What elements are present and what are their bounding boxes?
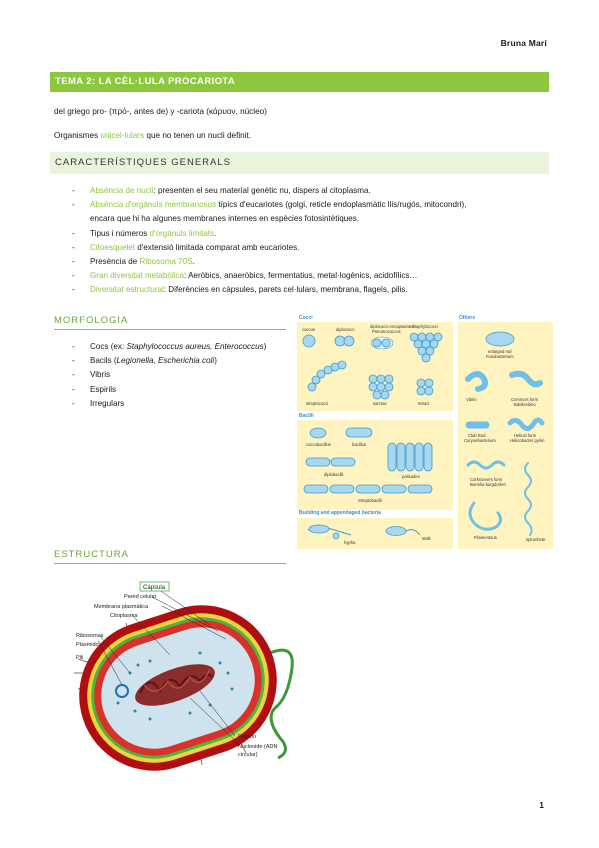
list-item — [72, 269, 542, 283]
item-name: Vibris — [90, 370, 111, 380]
label-plasmido: Plásmido — [76, 642, 99, 648]
list-item — [72, 354, 297, 368]
label-flagelo: Flagelo — [238, 734, 257, 740]
list-item — [72, 227, 542, 241]
item-highlight: Citoesquelet — [90, 242, 135, 252]
cocci-heading: Cocci — [299, 315, 313, 321]
label-enlarged-rod: enlarged rod — [488, 349, 512, 354]
label-corkscrew: Corkscrew's form — [470, 477, 503, 482]
hypha-cell — [309, 525, 329, 533]
label-membrana: Membrana plasmática — [94, 604, 149, 610]
morphology-list — [72, 340, 297, 411]
list-item — [72, 241, 542, 255]
list-item — [72, 397, 297, 411]
item-text: ) — [214, 356, 217, 366]
others-heading: Others — [459, 315, 476, 321]
characteristics-list — [72, 184, 542, 298]
item-highlight: d'orgànuls limitats — [149, 228, 215, 238]
author-name: Bruna Marí — [500, 38, 547, 48]
item-text: : Aeròbics, anaeròbics, fermentatius, metal·logènics, acidofílics… — [184, 271, 418, 281]
definition-highlight: unicel·lulars — [100, 131, 145, 140]
budding-panel — [297, 518, 453, 549]
list-item — [72, 340, 297, 354]
label-pneumococcus: Pneumococcus — [372, 329, 401, 334]
item-text: ( — [111, 356, 117, 366]
item-name: Cocs — [90, 342, 109, 351]
definition-text — [54, 130, 251, 141]
coccobacillus-shape — [310, 428, 326, 438]
item-text: d'extensió limitada comparat amb eucariotes. — [135, 242, 300, 252]
characteristics-heading: CARACTERÍSTIQUES GENERALS — [55, 157, 231, 168]
item-text: (ex: — [108, 342, 127, 351]
label-nucleoide-circular: circular) — [238, 752, 258, 758]
budding-heading: Budding and appendaged bacteria — [299, 510, 381, 516]
item-italic: Staphylococcus aureus, Enterococcus — [126, 342, 264, 351]
streptobacilli-chain — [304, 485, 432, 493]
label-ribosomas: Ribosomas — [76, 633, 104, 639]
label-palisades: palisades — [402, 474, 420, 479]
coccus-shape — [303, 335, 315, 347]
label-bdellovibrio: Bdellovibrio — [514, 402, 536, 407]
item-text: : Diferències en càpsules, parets cel·lulars, membrana, flagels, pilis. — [163, 285, 408, 295]
label-corynebacterium: Corynebacterium — [464, 438, 496, 443]
item-text: . — [214, 228, 217, 238]
list-item — [72, 383, 297, 397]
item-highlight: Ribosoma 70S — [139, 257, 193, 267]
label-commas-form: Comma's form — [511, 397, 539, 402]
label-coccus: coccus — [302, 327, 316, 332]
hypha-bud — [333, 533, 339, 539]
label-citoplasma: Citoplasma — [110, 613, 138, 619]
list-item — [72, 368, 297, 382]
label-staphylococci: Staphylococci — [412, 324, 438, 329]
item-text: Tipus i números — [90, 228, 150, 238]
label-club-rod: Club Rod — [468, 433, 486, 438]
page-number: 1 — [539, 800, 544, 810]
diplococcus-shape — [335, 336, 345, 346]
structure-rule — [54, 563, 286, 564]
label-helical-form: Helical form — [514, 433, 537, 438]
label-pared-celular: Pared celular — [124, 594, 157, 600]
prokaryotic-cell-diagram — [60, 573, 310, 773]
label-pili: Pili — [76, 655, 84, 661]
label-tetrad: tetrad — [418, 401, 429, 406]
label-sarcina: sarcina — [373, 401, 387, 406]
label-filamentous: Filamentous — [474, 535, 497, 540]
list-item — [72, 198, 542, 226]
label-diplococci-encapsulated: diplococci encapsulated — [370, 324, 415, 329]
diplobacillus-shape — [331, 458, 355, 466]
label-spirochete: spirochete — [526, 537, 546, 542]
etymology-text: del griego pro- (πρό-, antes de) y -cariota (κάρυον, núcleo) — [54, 107, 267, 116]
diplococcus-shape — [382, 339, 390, 347]
diplococcus-shape — [373, 339, 381, 347]
bacillus-shape — [346, 428, 372, 437]
bacteria-shapes-figure — [296, 313, 554, 550]
label-coccobacillus: coccobacillus — [306, 442, 331, 447]
page-title: TEMA 2: LA CÈL·LULA PROCARIOTA — [55, 76, 236, 87]
enlarged-rod-shape — [486, 332, 514, 346]
label-bacillus: bacillus — [352, 442, 366, 447]
label-streptococci: streptococci — [306, 401, 329, 406]
list-item — [72, 184, 542, 198]
item-highlight: Absència de nucli — [90, 186, 154, 195]
label-borrelia: Borrelia burgdorferi — [470, 482, 506, 487]
item-highlight: Gran diversitat metabòlica — [90, 271, 185, 281]
label-streptobacilli: Streptobacilli — [358, 498, 382, 503]
label-diplococci: diplococci — [336, 327, 355, 332]
label-diplobacilli: diplobacilli — [324, 472, 344, 477]
bacilli-heading: Bacilli — [299, 413, 314, 419]
list-item — [72, 283, 542, 297]
label-stalk: stalk — [422, 536, 431, 541]
title-bar — [50, 72, 549, 92]
palisades-cluster — [388, 443, 432, 471]
morphology-heading: MORFOLOGIA — [54, 315, 129, 326]
stalk-cell — [386, 527, 406, 536]
label-helicobacter: Helicobacter pylori — [510, 438, 545, 443]
item-name: Irregulars — [90, 398, 125, 408]
label-vibrio: Vibrio — [466, 397, 477, 402]
label-capsula: Cápsula — [143, 585, 166, 591]
item-text: . — [192, 257, 195, 267]
morphology-rule — [54, 329, 286, 330]
item-name: Bacils — [90, 356, 112, 366]
item-highlight: Diversitat estructural — [90, 285, 164, 295]
label-fusobacterium: Fusobacterium — [486, 354, 514, 359]
label-nucleoide: Nucleoide (ADN — [238, 744, 278, 750]
item-italic: Legionella, Escherichia coli — [116, 356, 215, 366]
label-hypha: hypha — [344, 540, 356, 545]
definition-pre: Organismes — [54, 131, 101, 140]
structure-heading: ESTRUCTURA — [54, 549, 129, 560]
item-text: típics d'eucariotes (golgi, reticle endoplasmàtic llis/rugós, mitocondri), — [216, 200, 467, 210]
diplobacillus-shape — [306, 458, 330, 466]
item-text: : presenten el seu material genètic nu, dispers al citoplasma. — [153, 186, 371, 195]
definition-post: que no tenen un nucli definit. — [144, 131, 252, 140]
item-text-continued: encara que hi ha algunes membranes internes en espècies fotosintètiques. — [90, 214, 360, 224]
characteristics-heading-bar — [50, 152, 549, 174]
list-item — [72, 255, 542, 269]
item-text: ) — [263, 342, 267, 351]
item-text: Presència de — [90, 257, 140, 267]
item-highlight: Absència d'orgànuls membranosos — [90, 200, 217, 210]
item-name: Espirils — [90, 384, 117, 394]
diplococcus-shape — [344, 336, 354, 346]
